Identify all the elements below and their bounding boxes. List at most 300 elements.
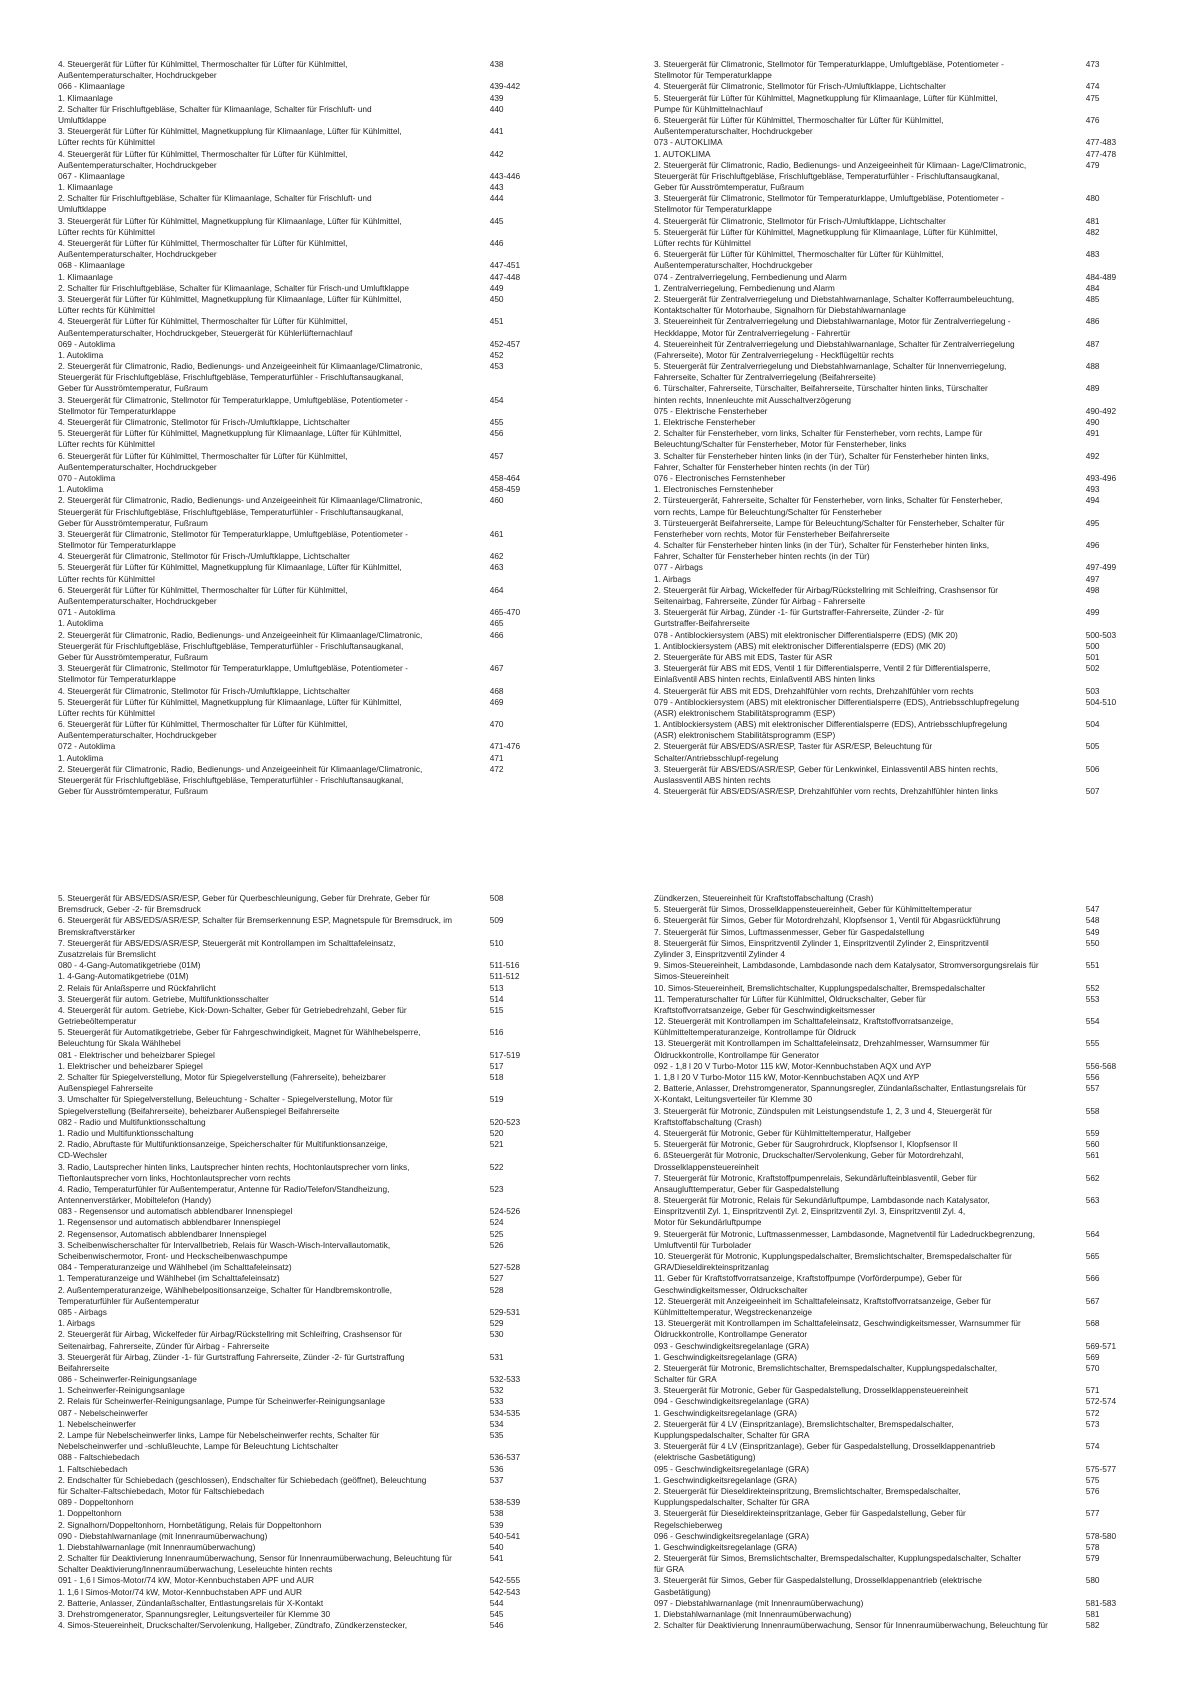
- toc-entry-page: [1086, 1117, 1174, 1128]
- toc-entry-page: 495: [1085, 517, 1100, 528]
- toc-entry-title: 082 - Radio und Multifunktionsschaltung: [58, 1116, 206, 1127]
- toc-entry-page: [490, 596, 578, 607]
- toc-entry: [58, 115, 578, 126]
- toc-entry-page: [1086, 775, 1174, 786]
- toc-entry-title: 1. Faltschiebedach: [58, 1463, 128, 1474]
- toc-entry-page: 514: [489, 993, 504, 1004]
- toc-entry-page: 480: [1085, 193, 1100, 204]
- toc-entry: [58, 1575, 578, 1586]
- toc-entry-title: Geber für Ausströmtemperatur, Fußraum: [58, 651, 208, 662]
- toc-entry-title: 3. Steuergerät für Simos, Geber für Gaspedalstellung, Drosselklappenantrieb (elektrische: [654, 1575, 982, 1586]
- toc-entry-title: 1. Geschwindigkeitsregelanlage (GRA): [654, 1474, 797, 1485]
- toc-entry-title: 4. Steuergerät für autom. Getriebe, Kick-Down-Schalter, Geber für Getriebedrehzahl, Geber für: [58, 1004, 407, 1015]
- toc-entry-title: Geber für Ausströmtemperatur, Fußraum: [58, 383, 208, 394]
- toc-entry-page: 542-543: [489, 1586, 521, 1597]
- toc-entry: [58, 484, 578, 495]
- toc-entry-page: 475: [1085, 92, 1100, 103]
- toc-entry: [654, 551, 1174, 562]
- toc-entry-title: 6. Steuergerät für Lüfter für Kühlmittel, Thermoschalter für Lüfter für Kühlmittel,: [58, 450, 348, 461]
- toc-entry: [58, 585, 578, 596]
- toc-entry: [654, 775, 1174, 786]
- toc-entry-title: Schalter für GRA: [654, 1374, 717, 1385]
- toc-entry: [58, 596, 578, 607]
- toc-entry-title: 3. Steuergerät für Lüfter für Kühlmittel, Magnetkupplung für Klimaanlage, Lüfter für Kühlmittel,: [58, 215, 402, 226]
- toc-entry: [58, 529, 578, 540]
- toc-entry-title: 095 - Geschwindigkeitsregelanlage (GRA): [654, 1463, 809, 1474]
- toc-entry-page: 477-483: [1085, 137, 1117, 148]
- toc-entry: [58, 1520, 578, 1531]
- toc-entry-page: 545: [489, 1609, 504, 1619]
- toc-entry-page: 563: [1085, 1195, 1100, 1206]
- toc-entry: [58, 1273, 578, 1284]
- toc-entry-page: 561: [1085, 1150, 1100, 1161]
- toc-entry: [654, 630, 1174, 641]
- toc-entry: [58, 495, 578, 506]
- toc-entry: [58, 316, 578, 327]
- toc-entry: [654, 518, 1174, 529]
- toc-entry-title: 067 - Klimaanlage: [58, 170, 125, 181]
- toc-entry: [58, 1240, 578, 1251]
- toc-entry-page: 521: [489, 1139, 504, 1150]
- toc-entry: [654, 260, 1174, 271]
- toc-entry: [654, 439, 1174, 450]
- toc-entry-title: 6. Steuergerät für ABS/EDS/ASR/ESP, Schalter für Bremserkennung ESP, Magnetspule für Bremsdruck, im: [58, 915, 452, 926]
- toc-entry-page: [1086, 126, 1174, 137]
- toc-entry-page: 541: [489, 1553, 504, 1564]
- toc-entry-title: 1. Nebelscheinwerfer: [58, 1418, 136, 1429]
- toc-entry-page: 555: [1085, 1038, 1100, 1049]
- toc-entry: [58, 1542, 578, 1553]
- toc-entry: [654, 115, 1174, 126]
- toc-entry-title: 1. Elektrische Fensterheber: [654, 417, 756, 427]
- toc-entry-title: Beleuchtung/Schalter für Fensterheber, Motor für Fensterheber, links: [654, 439, 907, 450]
- toc-entry-title: 6. Steuergerät für Lüfter für Kühlmittel, Thermoschalter für Lüfter für Kühlmittel,: [58, 719, 348, 730]
- toc-entry-page: [490, 507, 578, 518]
- toc-entry-title: 2. Steuergerät für Climatronic, Radio, Bedienungs- und Anzeigeeinheit für Klimaanlage/Climatronic,: [58, 763, 423, 774]
- toc-entry: [58, 126, 578, 137]
- toc-entry: [58, 1508, 578, 1519]
- toc-entry-page: [490, 1296, 578, 1307]
- toc-entry-page: 572-574: [1085, 1396, 1117, 1407]
- toc-entry-page: [1086, 70, 1174, 81]
- toc-entry-title: Beleuchtung für Skala Wählhebel: [58, 1038, 181, 1049]
- toc-entry-page: 494: [1085, 495, 1100, 506]
- toc-entry-page: 447-451: [489, 260, 521, 271]
- toc-entry: [654, 1106, 1174, 1117]
- toc-entry-page: 449: [489, 282, 504, 293]
- toc-entry-page: 579: [1085, 1553, 1100, 1564]
- toc-entry: [654, 1094, 1174, 1105]
- toc-entry-page: [490, 730, 578, 741]
- toc-entry-page: [1086, 893, 1174, 904]
- toc-entry: [654, 1005, 1174, 1016]
- toc-entry-title: Steuergerät für Frischluftgebläse, Frischluftgebläse, Temperaturfühler - Frischluftansaugkanal,: [58, 372, 404, 383]
- toc-entry-page: 500: [1085, 640, 1100, 651]
- toc-entry-title: für GRA: [654, 1564, 684, 1575]
- toc-entry-page: [1086, 1262, 1174, 1273]
- toc-entry-title: Kraftstoffvorratsanzeige, Geber für Geschwindigkeitsmesser: [654, 1004, 876, 1015]
- toc-entry: [654, 1173, 1174, 1184]
- toc-entry-page: [1086, 305, 1174, 316]
- toc-entry: [58, 1363, 578, 1374]
- toc-entry-page: [1086, 1430, 1174, 1441]
- toc-entry-page: 568: [1085, 1318, 1100, 1329]
- toc-entry-page: 549: [1085, 926, 1100, 937]
- toc-entry-title: Außentemperaturschalter, Hochdruckgeber: [654, 126, 813, 137]
- toc-entry-title: Umluftventil für Turbolader: [654, 1239, 752, 1250]
- toc-entry: [654, 904, 1174, 915]
- toc-entry: [654, 104, 1174, 115]
- toc-entry-page: [490, 1016, 578, 1027]
- toc-entry: [58, 1609, 578, 1620]
- toc-entry: [654, 719, 1174, 730]
- toc-entry-title: 4. Steuergerät für ABS/EDS/ASR/ESP, Drehzahlfühler vorn rechts, Drehzahlfühler hinten links: [654, 786, 998, 797]
- toc-entry-title: 5. Steuergerät für Zentralverriegelung und Diebstahlwarnanlage, Schalter für Innenverriegelung,: [654, 361, 1007, 372]
- toc-entry-title: Öldruckkontrolle, Kontrollampe Generator: [654, 1329, 808, 1340]
- toc-entry-title: 086 - Scheinwerfer-Reinigungsanlage: [58, 1374, 197, 1385]
- toc-entry-page: 569: [1085, 1351, 1100, 1362]
- toc-entry: [654, 283, 1174, 294]
- toc-entry-page: 544: [489, 1597, 504, 1608]
- toc-entry: [58, 893, 578, 904]
- toc-entry: [58, 417, 578, 428]
- toc-entry: [654, 1050, 1174, 1061]
- toc-entry-page: [490, 708, 578, 719]
- toc-entry-title: Bremsdruck, Geber -2- für Bremsdruck: [58, 904, 201, 915]
- toc-entry-page: [490, 227, 578, 238]
- toc-entry: [58, 1128, 578, 1139]
- toc-entry: [654, 227, 1174, 238]
- toc-entry: [58, 305, 578, 316]
- toc-entry-page: [1086, 1206, 1174, 1217]
- toc-entry-title: 1. AUTOKLIMA: [654, 148, 711, 159]
- toc-entry: [654, 137, 1174, 148]
- toc-entry-page: [1086, 328, 1174, 339]
- toc-entry-title: (elektrische Gasbetätigung): [654, 1452, 756, 1463]
- toc-entry-title: 1. Geschwindigkeitsregelanlage (GRA): [654, 1407, 797, 1418]
- toc-entry-page: 520: [489, 1127, 504, 1138]
- toc-entry-title: 3. Steuereinheit für Zentralverriegelung und Diebstahlwarnanlage, Motor für Zentralverriegelung -: [654, 316, 1011, 327]
- toc-entry-title: 1. Klimaanlage: [58, 92, 113, 103]
- toc-entry: [58, 1251, 578, 1262]
- toc-entry-page: 566: [1085, 1273, 1100, 1284]
- toc-entry: [58, 283, 578, 294]
- toc-entry-page: 562: [1085, 1172, 1100, 1183]
- toc-entry: [654, 971, 1174, 982]
- toc-entry: [654, 1128, 1174, 1139]
- toc-entry-page: 493: [1085, 484, 1100, 495]
- toc-entry-title: Spiegelverstellung (Beifahrerseite), beheizbarer Außenspiegel Beifahrerseite: [58, 1105, 340, 1116]
- toc-entry: [58, 1464, 578, 1475]
- toc-entry-title: 11. Temperaturschalter für Lüfter für Kühlmittel, Öldruckschalter, Geber für: [654, 993, 926, 1004]
- toc-entry: [654, 786, 1174, 797]
- toc-entry-page: 538: [489, 1508, 504, 1519]
- toc-entry: [654, 663, 1174, 674]
- toc-entry: [58, 328, 578, 339]
- toc-entry-title: Simos-Steuereinheit: [654, 971, 729, 982]
- toc-entry-title: 11. Geber für Kraftstoffvorratsanzeige, Kraftstoffpumpe (Vorförderpumpe), Geber für: [654, 1273, 963, 1284]
- toc-entry: [654, 372, 1174, 383]
- toc-entry: [58, 1139, 578, 1150]
- toc-entry-title: 4. Steuergerät für Climatronic, Stellmotor für Frisch-/Umluftklappe, Lichtschalter: [58, 417, 350, 427]
- toc-entry-title: Außentemperaturschalter, Hochdruckgeber: [58, 461, 217, 472]
- toc-entry: [58, 1329, 578, 1340]
- toc-entry-page: [1086, 674, 1174, 685]
- toc-entry: [654, 1117, 1174, 1128]
- toc-entry-title: Geber für Ausströmtemperatur, Fußraum: [58, 786, 208, 797]
- toc-entry-page: 524: [489, 1217, 504, 1228]
- toc-entry-title: 2. Batterie, Anlasser, Drehstromgenerator, Spannungsregler, Zündanlaßschalter, Entlastungsrelais für: [654, 1083, 1027, 1094]
- toc-entry-title: 3. Scheibenwischerschalter für Intervallbetrieb, Relais für Wasch-Wisch-Intervallautomatik,: [58, 1239, 391, 1250]
- toc-entry: [58, 428, 578, 439]
- toc-entry: [58, 1396, 578, 1407]
- toc-entry-title: 2. Steuergerät für Climatronic, Radio, Bedienungs- und Anzeigeeinheit für Klimaan- Lage/Climatronic,: [654, 159, 1027, 170]
- toc-entry: [58, 904, 578, 915]
- toc-entry-title: 075 - Elektrische Fensterheber: [654, 405, 768, 416]
- toc-entry-title: GRA/Dieseldirekteinspritzanlag: [654, 1262, 769, 1273]
- toc-entry-page: 511-512: [489, 971, 520, 982]
- toc-entry-page: 547: [1085, 904, 1100, 915]
- toc-entry: [58, 1296, 578, 1307]
- toc-entry-title: 1. 1,6 l Simos-Motor/74 kW, Motor-Kennbuchstaben APF und AUR: [58, 1586, 302, 1597]
- toc-entry-page: 445: [489, 215, 504, 226]
- toc-entry: [58, 1173, 578, 1184]
- toc-entry: [58, 1318, 578, 1329]
- toc-entry: [58, 383, 578, 394]
- toc-entry-page: 483: [1085, 249, 1100, 260]
- toc-entry-page: 458-459: [489, 484, 521, 495]
- toc-entry-title: 077 - Airbags: [654, 562, 703, 573]
- toc-entry-title: 4. Simos-Steuereinheit, Druckschalter/Servolenkung, Hallgeber, Zündtrafo, Zündkerzenstecker,: [58, 1620, 408, 1631]
- toc-entry-page: 532-533: [489, 1374, 521, 1385]
- toc-entry-title: Auslassventil ABS hinten rechts: [654, 775, 771, 785]
- toc-entry-title: Stellmotor für Temperaturklappe: [58, 674, 176, 685]
- toc-entry-title: 3. Drehstromgenerator, Spannungsregler, Leitungsverteiler für Klemme 30: [58, 1609, 331, 1619]
- toc-entry-title: 083 - Regensensor und automatisch abblendbarer Innenspiegel: [58, 1206, 293, 1217]
- toc-entry-page: 481: [1085, 215, 1100, 226]
- toc-entry-title: 3. Steuergerät für autom. Getriebe, Multifunktionsschalter: [58, 993, 269, 1004]
- toc-entry-title: 12. Steuergerät mit Kontrollampen im Schalttafeleinsatz, Kraftstoffvorratsanzeige,: [654, 1016, 954, 1027]
- toc-entry: [58, 451, 578, 462]
- toc-entry-title: Schalter Deaktivierung/Innenraumüberwachung, Leseleuchte hinten rechts: [58, 1564, 333, 1575]
- toc-entry: [58, 1341, 578, 1352]
- toc-entry: [654, 686, 1174, 697]
- toc-entry-title: 4. Schalter für Fensterheber hinten links (in der Tür), Schalter für Fensterheber hinten links,: [654, 540, 990, 551]
- toc-entry-page: 570: [1085, 1362, 1100, 1373]
- toc-entry: [58, 137, 578, 148]
- toc-entry-title: 2. Lampe für Nebelscheinwerfer links, Lampe für Nebelscheinwerfer rechts, Schalter für: [58, 1430, 380, 1440]
- toc-entry-page: 536: [489, 1463, 504, 1474]
- toc-entry: [654, 1497, 1174, 1508]
- toc-entry-title: 2. Schalter für Deaktivierung Innenraumüberwachung, Sensor für Innenraumüberwachung, Beleuchtung für: [654, 1620, 1048, 1631]
- toc-entry-title: 090 - Diebstahlwarnanlage (mit Innenraumüberwachung): [58, 1530, 268, 1541]
- toc-entry-title: Zusatzrelais für Bremslicht: [58, 948, 156, 959]
- toc-entry: [654, 1072, 1174, 1083]
- toc-entry-page: [1086, 1285, 1174, 1296]
- toc-entry: [654, 507, 1174, 518]
- toc-entry: [58, 1475, 578, 1486]
- toc-entry-title: 4. Steuergerät für Lüfter für Kühlmittel, Thermoschalter für Lüfter für Kühlmittel,: [58, 148, 348, 159]
- toc-entry: [654, 1038, 1174, 1049]
- toc-entry: [58, 227, 578, 238]
- toc-entry: [58, 971, 578, 982]
- toc-entry-page: 488: [1085, 361, 1100, 372]
- toc-entry-title: 2. Schalter für Frischluftgebläse, Schalter für Klimaanlage, Schalter für Frischluft- und: [58, 103, 372, 114]
- toc-entry-title: 071 - Autoklima: [58, 607, 116, 618]
- toc-entry-title: Außenspiegel Fahrerseite: [58, 1083, 154, 1094]
- toc-entry-title: 3. Steuergerät für Lüfter für Kühlmittel, Magnetkupplung für Klimaanlage, Lüfter für Kühlmittel,: [58, 293, 402, 304]
- toc-entry-page: [490, 249, 578, 260]
- toc-entry: [58, 149, 578, 160]
- toc-entry: [58, 1150, 578, 1161]
- toc-entry-page: 442: [489, 148, 504, 159]
- toc-entry-title: 3. Steuergerät für Climatronic, Stellmotor für Temperaturklappe, Umluftgebläse, Potentiometer -: [654, 193, 1004, 204]
- toc-entry-page: 457: [489, 450, 504, 461]
- toc-column-bottom-left: [58, 893, 578, 1631]
- toc-entry-page: 473: [1085, 59, 1100, 69]
- toc-entry-title: 9. Steuergerät für Motronic, Luftmassenmesser, Lambdasonde, Magnetventil für Ladedruckbegrenzung,: [654, 1228, 1035, 1239]
- toc-entry: [58, 1072, 578, 1083]
- toc-entry-page: [490, 786, 578, 797]
- toc-entry: [58, 562, 578, 573]
- toc-entry-title: 3. Steuergerät für Dieseldirekteinspritzanlage, Geber für Gaspedalstellung, Geber für: [654, 1508, 966, 1519]
- toc-entry: [58, 1094, 578, 1105]
- toc-entry-page: [490, 1038, 578, 1049]
- toc-entry-page: 548: [1085, 915, 1100, 926]
- toc-entry-page: 529-531: [489, 1306, 521, 1317]
- toc-entry-title: 8. Steuergerät für Simos, Einspritzventil Zylinder 1, Einspritzventil Zylinder 2, Einspritzventil: [654, 937, 989, 948]
- toc-entry: [654, 1229, 1174, 1240]
- toc-entry-page: 497-499: [1085, 562, 1117, 573]
- toc-entry: [58, 1598, 578, 1609]
- toc-entry-page: [1086, 1217, 1174, 1228]
- toc-entry: [654, 1027, 1174, 1038]
- toc-entry-title: 1. Radio und Multifunktionsschaltung: [58, 1127, 194, 1138]
- toc-entry-title: 1. Autoklima: [58, 349, 104, 360]
- toc-entry-title: 2. Steuergerät für ABS/EDS/ASR/ESP, Taster für ASR/ESP, Beleuchtung für: [654, 741, 933, 752]
- toc-entry: [58, 1206, 578, 1217]
- toc-entry-title: 089 - Doppeltonhorn: [58, 1497, 134, 1508]
- toc-entry-title: 078 - Antiblockiersystem (ABS) mit elektronischer Differentialsperre (EDS) (MK 20): [654, 629, 958, 640]
- toc-entry-title: 1. Electronisches Fernstenheber: [654, 484, 774, 495]
- toc-entry: [58, 641, 578, 652]
- toc-entry-page: 552: [1085, 982, 1100, 993]
- toc-entry-title: 5. Steuergerät für Automatikgetriebe, Geber für Fahrgeschwindigkeit, Magnet für Wählhebelsperre,: [58, 1027, 421, 1038]
- toc-entry: [58, 607, 578, 618]
- toc-entry: [654, 574, 1174, 585]
- toc-entry-title: Fahrer, Schalter für Fensterheber hinten rechts (in der Tür): [654, 551, 870, 562]
- toc-entry-title: 4. Steuergerät für Lüfter für Kühlmittel, Thermoschalter für Lüfter für Kühlmittel,: [58, 316, 348, 327]
- toc-entry-title: 2. Steuergerät für 4 LV (Einspritzanlage), Bremslichtschalter, Bremspedalschalter,: [654, 1418, 954, 1429]
- toc-entry-page: 472: [489, 763, 504, 774]
- toc-entry-title: 6. Steuergerät für Lüfter für Kühlmittel, Thermoschalter für Lüfter für Kühlmittel,: [654, 114, 944, 125]
- toc-entry: [58, 272, 578, 283]
- toc-entry-page: 529: [489, 1318, 504, 1329]
- toc-entry-page: 534: [489, 1418, 504, 1429]
- toc-entry-title: Tieftonlautsprecher vorn links, Hochtonlautsprecher vorn rechts: [58, 1172, 291, 1183]
- toc-entry: [58, 540, 578, 551]
- toc-entry-page: [1086, 1240, 1174, 1251]
- toc-entry: [654, 1083, 1174, 1094]
- toc-entry: [654, 1441, 1174, 1452]
- toc-entry-page: [490, 641, 578, 652]
- toc-entry: [654, 730, 1174, 741]
- toc-entry-title: 069 - Autoklima: [58, 338, 116, 349]
- toc-entry-title: 2. Radio, Abruftaste für Multifunktionsanzeige, Speicherschalter für Multifunktionsanzeige,: [58, 1139, 388, 1150]
- toc-entry-page: 525: [489, 1228, 504, 1239]
- toc-entry-title: 3. Türsteuergerät Beifahrerseite, Lampe für Beleuchtung/Schalter für Fensterheber, Schalter für: [654, 517, 1005, 528]
- toc-entry: [654, 927, 1174, 938]
- toc-entry: [58, 1620, 578, 1631]
- toc-entry-page: 453: [489, 361, 504, 372]
- toc-entry-page: 556: [1085, 1072, 1100, 1082]
- toc-entry: [654, 1329, 1174, 1340]
- toc-entry-title: Stellmotor für Temperaturklappe: [654, 204, 772, 215]
- toc-entry-page: 527: [489, 1273, 504, 1284]
- toc-column-top-left: [58, 59, 578, 797]
- toc-entry-title: 5. Steuergerät für ABS/EDS/ASR/ESP, Geber für Querbeschleunigung, Geber für Drehrate, Geber für: [58, 893, 431, 903]
- toc-entry-page: 491: [1085, 428, 1100, 439]
- toc-entry: [654, 328, 1174, 339]
- toc-entry-title: Fahrer, Schalter für Fensterheber hinten rechts (in der Tür): [654, 461, 870, 472]
- toc-entry-title: 3. Steuergerät für ABS/EDS/ASR/ESP, Geber für Lenkwinkel, Einlassventil ABS hinten rechts,: [654, 763, 998, 774]
- toc-entry: [654, 1363, 1174, 1374]
- toc-entry-page: 517: [489, 1060, 504, 1071]
- toc-entry-title: 076 - Electronisches Fernstenheber: [654, 472, 786, 483]
- toc-entry-title: 3. Steuergerät für Motronic, Zündspulen mit Leistungsendstufe 1, 2, 3 und 4, Steuergerät für: [654, 1105, 993, 1116]
- toc-entry-title: Seitenairbag, Fahrerseite, Zünder für Airbag - Fahrerseite: [654, 596, 866, 606]
- toc-entry: [58, 630, 578, 641]
- toc-entry: [58, 462, 578, 473]
- toc-entry-title: 6. Steuergerät für Lüfter für Kühlmittel, Thermoschalter für Lüfter für Kühlmittel,: [654, 249, 944, 260]
- toc-entry: [58, 171, 578, 182]
- toc-entry: [654, 1318, 1174, 1329]
- toc-entry-title: (ASR) elektronischem Stabilitätsprogramm (ESP): [654, 730, 836, 741]
- toc-entry-title: 2. Steuergerät für Airbag, Wickelfeder für Airbag/Rückstellring mit Schleifring, Crashsensor für: [654, 584, 999, 595]
- toc-entry-title: 5. Steuergerät für Motronic, Geber für Saugrohrdruck, Klopfsensor I, Klopfsensor II: [654, 1139, 958, 1150]
- toc-entry: [654, 1475, 1174, 1486]
- toc-entry: [654, 1341, 1174, 1352]
- toc-entry-title: 13. Steuergerät mit Kontrollampen im Schalttafeleinsatz, Geschwindigkeitsmesser, Warnsummer für: [654, 1318, 1021, 1329]
- toc-entry: [58, 786, 578, 797]
- toc-entry-title: 094 - Geschwindigkeitsregelanlage (GRA): [654, 1396, 809, 1407]
- toc-entry-page: [490, 775, 578, 786]
- toc-entry: [654, 1531, 1174, 1542]
- toc-entry-title: Beifahrerseite: [58, 1362, 110, 1373]
- toc-entry: [654, 428, 1174, 439]
- toc-entry-title: (ASR) elektronischem Stabilitätsprogramm (ESP): [654, 707, 836, 718]
- toc-entry-page: 476: [1085, 114, 1100, 125]
- toc-entry: [58, 753, 578, 764]
- toc-entry-page: 537: [489, 1474, 504, 1485]
- toc-entry: [58, 372, 578, 383]
- toc-entry-title: 3. Umschalter für Spiegelverstellung, Beleuchtung - Schalter - Spiegelverstellung, Motor für: [58, 1094, 393, 1105]
- toc-entry: [58, 960, 578, 971]
- toc-entry: [654, 484, 1174, 495]
- toc-entry: [58, 1229, 578, 1240]
- toc-entry-title: 3. Steuergerät für Motronic, Geber für Gaspedalstellung, Drosselklappensteuereinheit: [654, 1385, 969, 1396]
- toc-entry: [654, 462, 1174, 473]
- toc-entry-title: 5. Steuergerät für Lüfter für Kühlmittel, Magnetkupplung für Klimaanlage, Lüfter für Kühlmittel,: [58, 428, 402, 439]
- toc-entry-title: 091 - 1,6 l Simos-Motor/74 kW, Motor-Kennbuchstaben APF und AUR: [58, 1575, 314, 1586]
- toc-entry: [654, 249, 1174, 260]
- toc-entry: [654, 451, 1174, 462]
- toc-entry: [654, 204, 1174, 215]
- toc-entry: [654, 171, 1174, 182]
- toc-entry: [654, 994, 1174, 1005]
- toc-entry-title: 13. Steuergerät mit Kontrollampen im Schalttafeleinsatz, Drehzahlmesser, Warnsummer für: [654, 1038, 990, 1049]
- toc-entry-title: (Fahrerseite), Motor für Zentralverriegelung - Heckflügeltür rechts: [654, 349, 894, 360]
